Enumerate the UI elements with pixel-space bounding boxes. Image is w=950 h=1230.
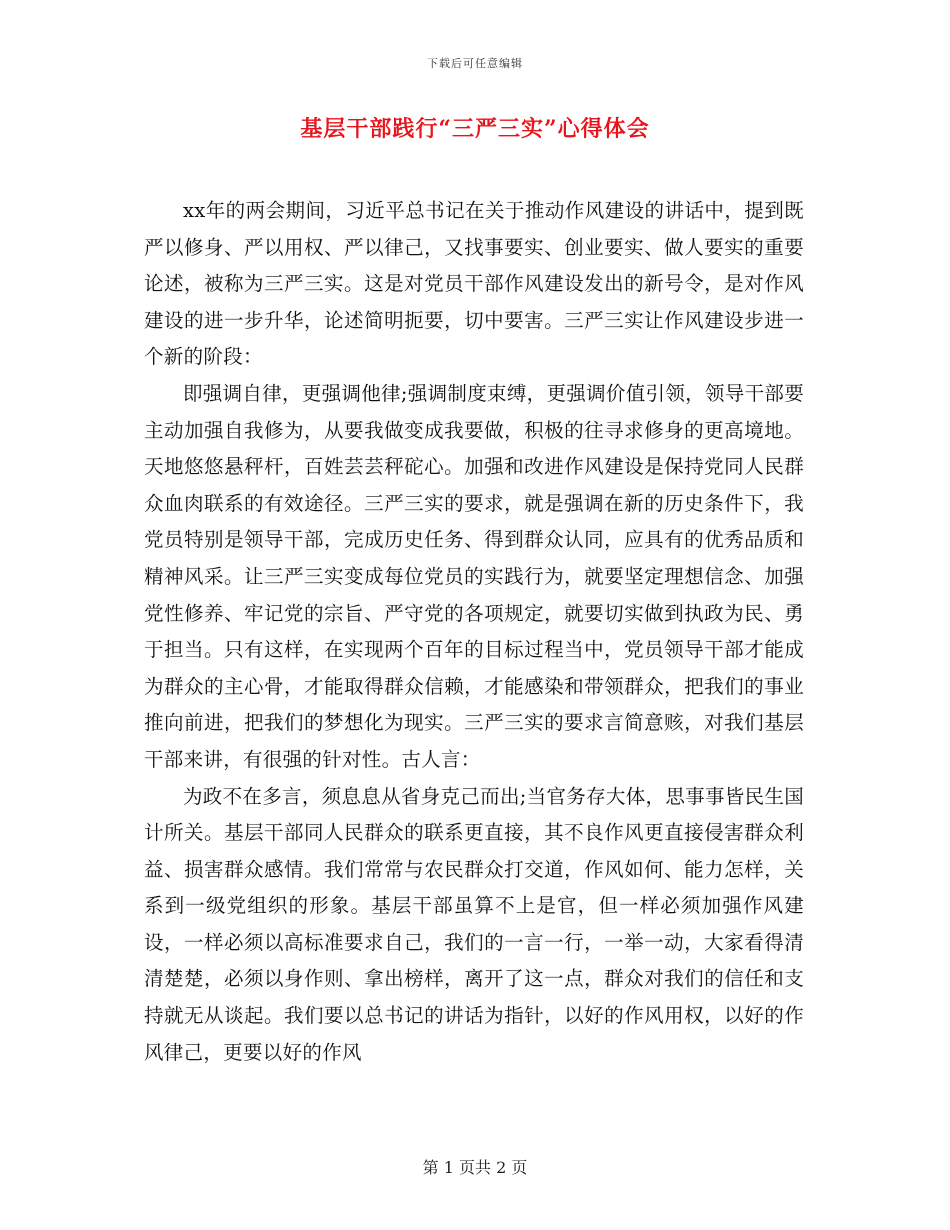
header-note: 下载后可任意编辑	[427, 57, 523, 70]
document-body	[144, 193, 804, 1071]
paragraph-2: 即强调自律，更强调他律;强调制度束缚，更强调价值引领，领导干部要主动加强自我修为，从要我做变成我要做，积极的往寻求修身的更高境地。天地悠悠悬秤杆，百姓芸芸秤砣心。加强和改进作风建设是保持党同人民群众血肉联系的有效途径。三严三实的要求，就是强调在新的历史条件下，我党员特别是领导干部，完成历史任务、得到群众认同，应具有的优秀品质和精神风采。让三严三实变成每位党员的实践行为，就要坚定理想信念、加强党性修养、牢记党的宗旨、严守党的各项规定，就要切实做到执政为民、勇于担当。只有这样，在实现两个百年的目标过程当中，党员领导干部才能成为群众的主心骨，才能取得群众信赖，才能感染和带领群众，把我们的事业推向前进，把我们的梦想化为现实。三严三实的要求言简意赅，对我们基层干部来讲，有很强的针对性。古人言：	[144, 381, 804, 771]
paragraph-3: 为政不在多言，须息息从省身克己而出;当官务存大体，思事事皆民生国计所关。基层干部同人民群众的联系更直接，其不良作风更直接侵害群众利益、损害群众感情。我们常常与农民群众打交道，作风如何、能力怎样，关系到一级党组织的形象。基层干部虽算不上是官，但一样必须加强作风建设，一样必须以高标准要求自己，我们的一言一行，一举一动，大家看得清清楚楚，必须以身作则、拿出榜样，离开了这一点，群众对我们的信任和支持就无从谈起。我们要以总书记的讲话为指针，以好的作风用权，以好的作风律己，更要以好的作风	[144, 784, 804, 1064]
paragraph-1: xx年的两会期间，习近平总书记在关于推动作风建设的讲话中，提到既严以修身、严以用权、严以律己，又找事要实、创业要实、做人要实的重要论述，被称为三严三实。这是对党员干部作风建设发出的新号令，是对作风建设的进一步升华，论述简明扼要，切中要害。三严三实让作风建设步进一个新的阶段：	[144, 199, 804, 369]
page-footer: 第 1 页共 2 页	[422, 1158, 528, 1177]
document-title: 基层干部践行“三严三实”心得体会	[300, 116, 650, 142]
